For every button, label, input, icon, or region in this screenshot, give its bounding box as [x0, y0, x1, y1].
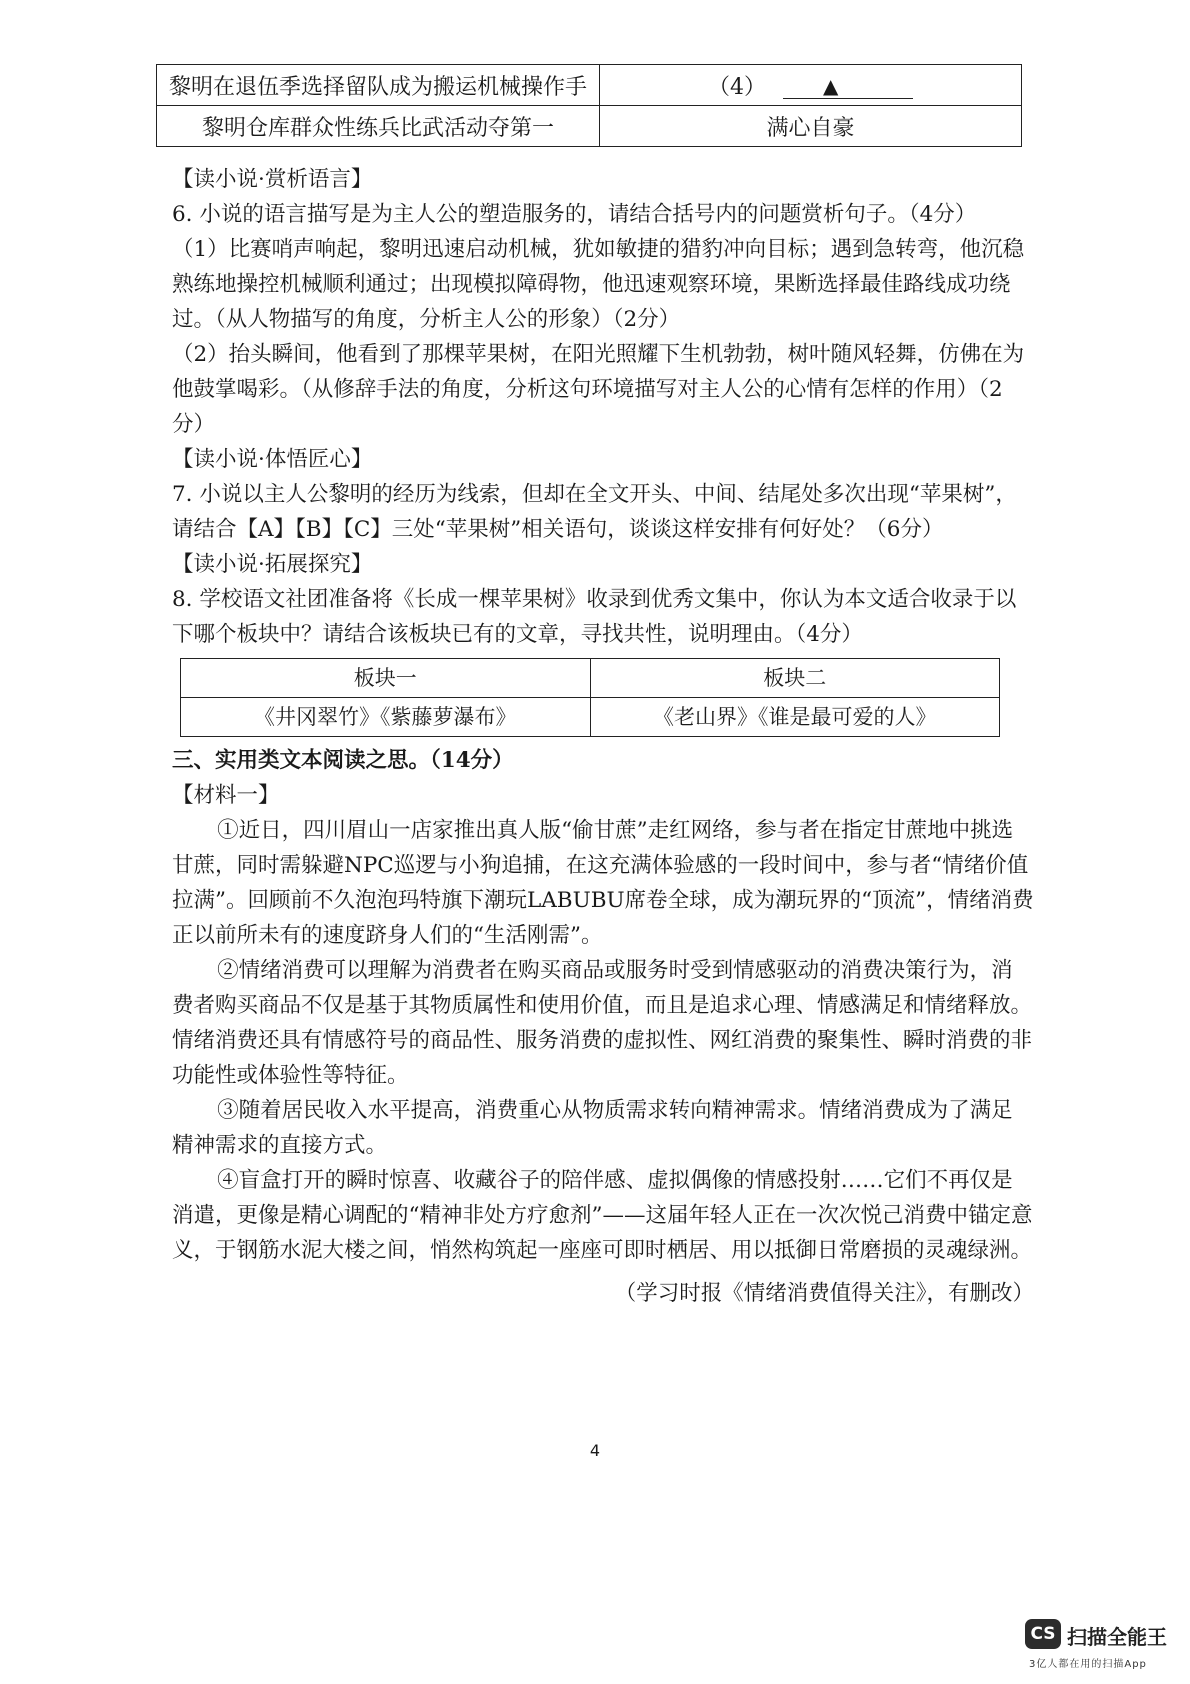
- q6-tag: 【读小说·赏析语言】: [172, 167, 373, 192]
- table-cell: 《老山界》《谁是最可爱的人》: [590, 698, 1000, 737]
- table-cell: 《井冈翠竹》《紫藤萝瀑布》: [181, 698, 591, 737]
- plot-summary-table: [156, 64, 1022, 147]
- section-table: [180, 658, 1000, 737]
- table-cell-answer-blank: [600, 65, 1022, 106]
- table-cell: 黎明仓库群众性练兵比武活动夺第一: [157, 106, 600, 147]
- table-cell: 满心自豪: [600, 106, 1022, 147]
- q8-stem: 8. 学校语文社团准备将《长成一棵苹果树》收录到优秀文集中，你认为本文适合收录于以下哪个板块中？请结合该板块已有的文章，寻找共性，说明理由。（4分）: [172, 587, 1017, 647]
- table-row: [157, 106, 1022, 147]
- answer-blank: [783, 76, 913, 99]
- table-row: [157, 65, 1022, 106]
- question-number: （4）: [708, 74, 766, 100]
- triangle-marker-icon: ▲: [823, 74, 839, 98]
- q8-tag: 【读小说·拓展探究】: [172, 552, 373, 577]
- scanner-watermark: [1025, 1615, 1177, 1675]
- material-paragraph: ②情绪消费可以理解为消费者在购买商品或服务时受到情感驱动的消费决策行为，消费者购买商品不仅是基于其物质属性和使用价值，而且是追求心理、情感满足和情绪释放。情绪消费还具有情感符号的商品性、服务消费的虚拟性、网红消费的聚集性、瞬时消费的非功能性或体验性等特征。: [172, 958, 1033, 1088]
- table-row: [181, 698, 1000, 737]
- main-content: [172, 162, 1034, 1311]
- page-number: 4: [589, 1441, 601, 1460]
- table-cell: 黎明在退伍季选择留队成为搬运机械操作手: [157, 65, 600, 106]
- q6-stem: 6. 小说的语言描写是为主人公的塑造服务的，请结合括号内的问题赏析句子。（4分）: [172, 202, 977, 227]
- material-label: 【材料一】: [172, 783, 280, 808]
- table-header-row: [181, 659, 1000, 698]
- material-source: （学习时报《情绪消费值得关注》，有删改）: [614, 1281, 1034, 1306]
- section3-heading: 三、实用类文本阅读之思。（14分）: [172, 748, 514, 773]
- q6-part1: （1）比赛哨声响起，黎明迅速启动机械，犹如敏捷的猎豹冲向目标；遇到急转弯，他沉稳熟练地操控机械顺利通过；出现模拟障碍物，他迅速观察环境，果断选择最佳路线成功绕过。（从人物描写的角度，分析主人公的形象）（2分）: [172, 237, 1025, 332]
- camscanner-logo-icon: CS: [1025, 1619, 1061, 1649]
- q7-tag: 【读小说·体悟匠心】: [172, 447, 373, 472]
- material-paragraph: ①近日，四川眉山一店家推出真人版“偷甘蔗”走红网络，参与者在指定甘蔗地中挑选甘蔗，同时需躲避NPC巡逻与小狗追捕，在这充满体验感的一段时间中，参与者“情绪价值拉满”。回顾前不久泡泡玛特旗下潮玩LABUBU席卷全球，成为潮玩界的“顶流”，情绪消费正以前所未有的速度跻身人们的“生活刚需”。: [172, 818, 1034, 948]
- column-header: 板块二: [590, 659, 1000, 698]
- material-paragraph: ④盲盒打开的瞬时惊喜、收藏谷子的陪伴感、虚拟偶像的情感投射……它们不再仅是消遣，更像是精心调配的“精神非处方疗愈剂”——这届年轻人正在一次次悦己消费中锚定意义，于钢筋水泥大楼之间，悄然构筑起一座座可即时栖居、用以抵御日常磨损的灵魂绿洲。: [172, 1168, 1033, 1263]
- column-header: 板块一: [181, 659, 591, 698]
- watermark-subtitle: 3亿人都在用的扫描App: [1029, 1659, 1147, 1670]
- q6-part2: （2）抬头瞬间，他看到了那棵苹果树，在阳光照耀下生机勃勃，树叶随风轻舞，仿佛在为他鼓掌喝彩。（从修辞手法的角度，分析这句环境描写对主人公的心情有怎样的作用）（2分）: [172, 342, 1025, 437]
- watermark-title: 扫描全能王: [1067, 1625, 1167, 1649]
- q7-stem: 7. 小说以主人公黎明的经历为线索，但却在全文开头、中间、结尾处多次出现“苹果树”，请结合【A】【B】【C】三处“苹果树”相关语句，谈谈这样安排有何好处？（6分）: [172, 482, 1017, 542]
- material-paragraph: ③随着居民收入水平提高，消费重心从物质需求转向精神需求。情绪消费成为了满足精神需求的直接方式。: [172, 1098, 1013, 1158]
